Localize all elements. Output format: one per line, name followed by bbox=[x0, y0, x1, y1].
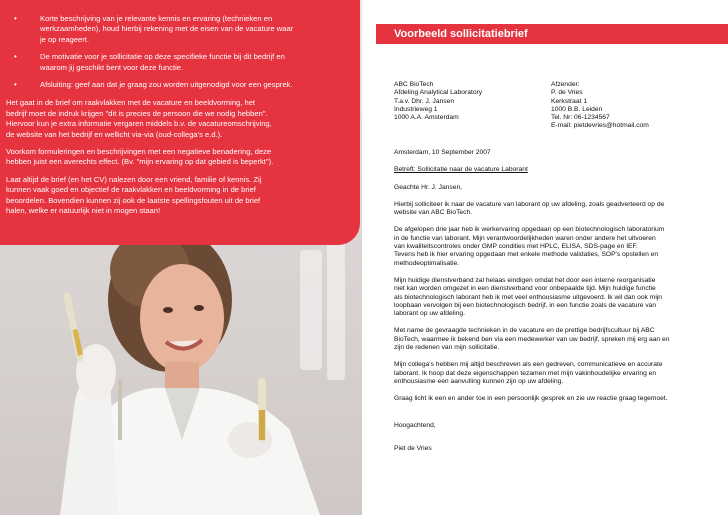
tip-paragraph bbox=[6, 175, 342, 217]
tip-text: waarom jij geschikt bent voor deze functie. bbox=[40, 62, 184, 72]
tips-bullet-list bbox=[6, 14, 342, 90]
paragraph-line: bedrijf moet de indruk krijgen "dit is precies de persoon die we nodig hebben". bbox=[6, 108, 268, 118]
paragraph-line: Hierbij solliciteer ik naar de vacature van laborant op uw afdeling, zoals geadverteerd op de bbox=[394, 200, 665, 208]
paragraph-line: laborant. Ik hoop dat deze eigenschappen tezamen met mijn vakinhoudelijke ervaring en bbox=[394, 369, 657, 377]
bullet-icon: • bbox=[14, 80, 17, 90]
paragraph-line: hebben juist een averechts effect. (Bv. "mijn ervaring op dat gebied is beperkt"). bbox=[6, 157, 274, 167]
address-block bbox=[394, 81, 708, 131]
tip-bullet bbox=[6, 52, 342, 73]
tips-callout bbox=[0, 0, 360, 245]
paragraph-line: enthousiasme een aanvulling kunnen zijn op uw afdeling. bbox=[394, 377, 564, 385]
letter-paragraph bbox=[394, 361, 708, 386]
paragraph-line: Tevens heb ik hier ervaring opgedaan met enkele methode validaties, SOP's opstellen en bbox=[394, 251, 659, 259]
address-line: Tel. Nr: 06-1234567 bbox=[551, 114, 610, 122]
tip-text: je op reageert. bbox=[40, 34, 89, 44]
letter-paragraph bbox=[394, 226, 708, 267]
address-line: P. de Vries bbox=[551, 89, 583, 97]
tip-text: werkzaamheden), houd hierbij rekening met de eisen van de vacature waar bbox=[40, 24, 294, 34]
paragraph-line: zijn de redenen van mijn sollicitatie. bbox=[394, 344, 500, 352]
tip-bullet bbox=[6, 14, 342, 45]
letter-paragraph bbox=[394, 277, 708, 318]
address-line: ABC BioTech bbox=[394, 81, 434, 88]
letter-title: Voorbeeld sollicitatiebrief bbox=[376, 24, 728, 44]
paragraph-line: Mijn collega's hebben mij altijd beschreven als een gedreven, communicatieve en accurate bbox=[394, 361, 663, 369]
address-line: 1000 B.B. Leiden bbox=[551, 105, 603, 113]
address-line: Kerkstraat 1 bbox=[551, 97, 588, 105]
paragraph-line: de website van het bedrijf en wellicht via-via (oud-collega's e.d.). bbox=[6, 129, 223, 139]
paragraph-line: loopbaan vervolgen bij een biotechnologisch bedrijf, in een functie zoals de vacature van bbox=[394, 301, 657, 309]
paragraph-line: Mijn huidige dienstverband zal helaas eindigen omdat het door een interne reorganisatie bbox=[394, 276, 656, 284]
paragraph-line: van kwaliteitscontroles onder GMP condities met HPLC, ELISA, SDS-page en IEF. bbox=[394, 243, 638, 251]
letter-date: Amsterdam, 10 September 2007 bbox=[394, 149, 491, 156]
letter-subject: Betreft: Sollicitatie naar de vacature Laborant bbox=[394, 166, 528, 174]
address-line: Afdeling Analytical Laboratory bbox=[394, 89, 483, 97]
bullet-icon: • bbox=[14, 14, 17, 23]
paragraph-line: Laat altijd de brief (en het CV) nalezen door een vriend, familie of kennis. Zij bbox=[6, 174, 262, 184]
tip-paragraph bbox=[6, 98, 342, 140]
paragraph-line: De afgelopen drie jaar heb ik werkervaring opgedaan op een biotechnologisch laboratorium bbox=[394, 226, 665, 234]
address-line: E-mail: pietdevries@hotmail.com bbox=[551, 122, 649, 130]
paragraph-line: Het gaat in de brief om raakvlakken met de vacature en beeldvorming, het bbox=[6, 98, 256, 108]
paragraph-line: in de functie van laborant. Mijn verantwoordelijkheden waren onder andere het uitvoeren bbox=[394, 234, 656, 242]
paragraph-line: website van ABC BioTech. bbox=[394, 209, 473, 217]
paragraph-line: Met name de gevraagde technieken in de vacature en de prettige bedrijfscultuur bij ABC bbox=[394, 327, 655, 335]
address-line: T.a.v. Dhr. J. Jansen bbox=[394, 97, 455, 105]
sample-letter bbox=[376, 54, 722, 515]
recipient-address bbox=[394, 81, 482, 122]
address-line: Industrieweg 1 bbox=[394, 105, 438, 113]
letter-signature-name: Piet de Vries bbox=[394, 444, 432, 452]
paragraph-line: laborant op uw afdeling. bbox=[394, 310, 466, 318]
tip-bullet bbox=[6, 80, 342, 90]
letter-paragraph bbox=[394, 395, 708, 403]
bullet-icon: • bbox=[14, 52, 17, 62]
paragraph-line: als biotechnologisch laborant heb ik met veel enthousiasme uitgevoerd. Ik wil dan ook mijn bbox=[394, 293, 663, 301]
letter-paragraph bbox=[394, 327, 708, 352]
tip-text: De motivatie voor je sollicitatie op deze specifieke functie bij dit bedrijf en bbox=[40, 52, 285, 62]
paragraph-line: methodeoptimalisatie. bbox=[394, 259, 460, 267]
address-line: Afzender: bbox=[551, 81, 580, 88]
paragraph-line: niet kan worden omgezet in een dienstverband voor onbepaalde tijd. Mijn huidige functie bbox=[394, 285, 656, 293]
letter-closing: Hoogachtend, bbox=[394, 421, 436, 429]
letter-salutation: Geachte Hr. J. Jansen, bbox=[394, 183, 463, 191]
tip-text: Korte beschrijving van je relevante kennis en ervaring (technieken en bbox=[40, 14, 273, 23]
paragraph-line: Graag licht ik een en ander toe in een persoonlijk gesprek en zie uw reactie graag tegemoet. bbox=[394, 395, 668, 403]
paragraph-line: beoordelen. Bovendien kunnen zij ook de laatste spellingsfouten uit de brief bbox=[6, 195, 261, 205]
paragraph-line: halen, welke er natuurlijk niet in mogen staan! bbox=[6, 206, 161, 216]
letter-paragraph bbox=[394, 201, 708, 218]
paragraph-line: BioTech, waarmee ik bekend ben via een medewerker van uw bedrijf, spreken mij erg aan en bbox=[394, 335, 670, 343]
paragraph-line: Hiervoor kun je extra informatie vergaren middels b.v. de vacatureomschrijving, bbox=[6, 119, 272, 129]
paragraph-line: kunnen vaak goed en objectief de raakvlakken en beeldvorming in de brief bbox=[6, 185, 256, 195]
tip-paragraph bbox=[6, 147, 342, 168]
sender-address bbox=[551, 81, 649, 131]
tip-text: Afsluiting: geef aan dat je graag zou worden uitgenodigd voor een gesprek. bbox=[40, 80, 293, 90]
address-line: 1000 A.A. Amsterdam bbox=[394, 114, 459, 122]
paragraph-line: Voorkom formuleringen en beschrijvingen met een negatieve benadering, deze bbox=[6, 147, 272, 157]
